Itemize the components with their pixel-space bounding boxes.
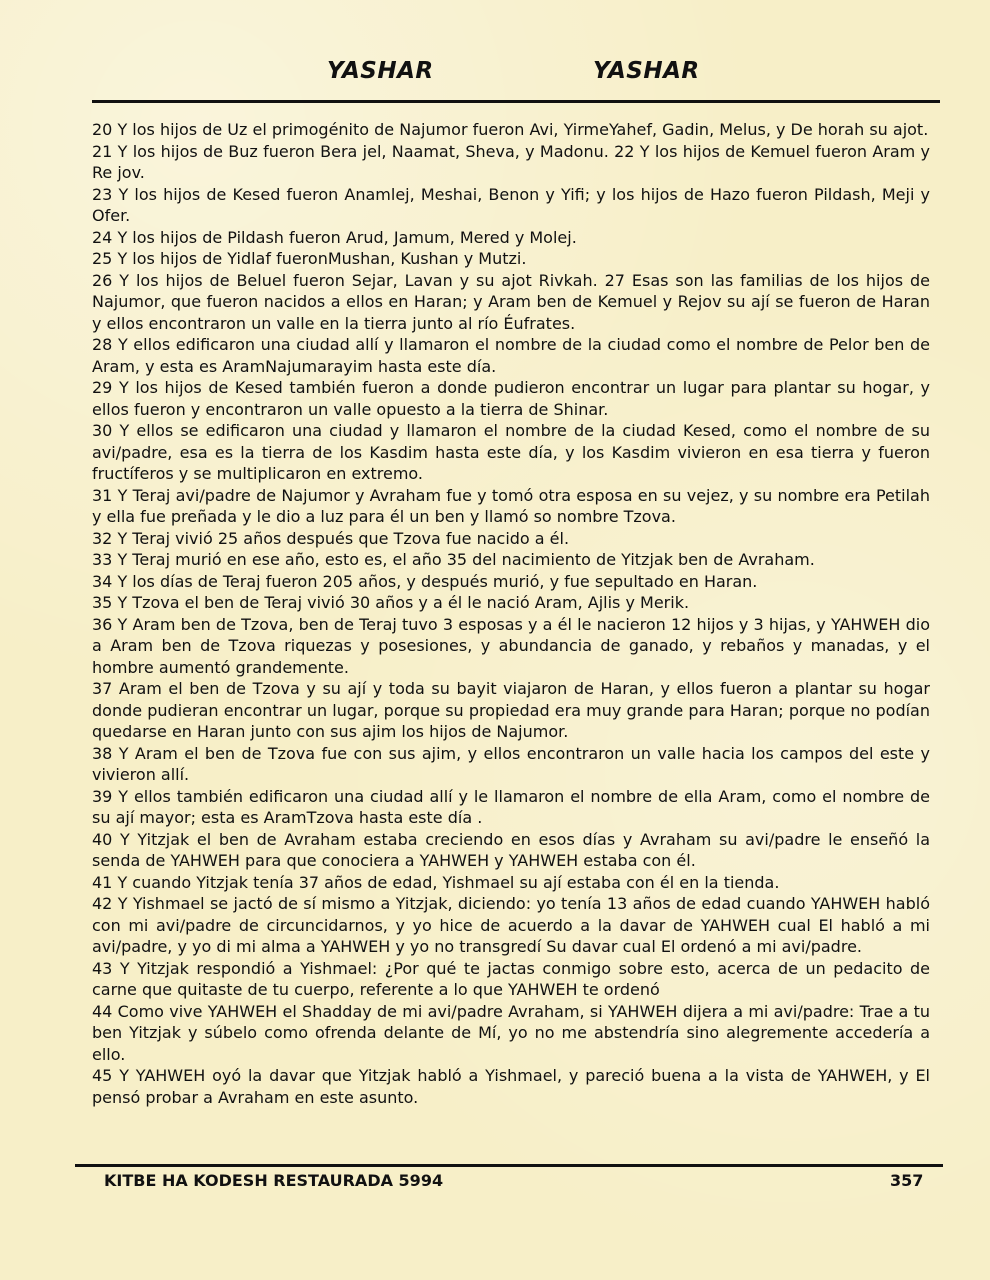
verse-paragraph: 42 Y Yishmael se jactó de sí mismo a Yitzjak, diciendo: yo tenía 13 años de edad cuando YAHWEH habló con mi avi/padre de circuncidarnos, y yo hice de acuerdo a la davar de YAHWEH cual El habló a mi avi/padre, y yo di mi alma a YAHWEH y yo no transgredí Su davar cual El ordenó a mi avi/padre. <box>92 894 930 956</box>
verse-paragraph: 24 Y los hijos de Pildash fueron Arud, Jamum, Mered y Molej. <box>92 227 577 247</box>
verse-paragraph: 28 Y ellos edificaron una ciudad allí y llamaron el nombre de la ciudad como el nombre de Pelor ben de Aram, y esta es AramNajumarayim hasta este día. <box>92 335 930 376</box>
header-rule <box>92 100 940 103</box>
header-title-right: YASHAR <box>593 58 700 84</box>
verse-paragraph: 45 Y YAHWEH oyó la davar que Yitzjak habló a Yishmael, y pareció buena a la vista de YAHWEH, y El pensó probar a Avraham en este asunto. <box>92 1066 930 1107</box>
verse-paragraph: 44 Como vive YAHWEH el Shadday de mi avi/padre Avraham, si YAHWEH dijera a mi avi/padre: Trae a tu ben Yitzjak y súbelo como ofrenda delante de Mí, yo no me abstendría sino alegremente accedería a ello. <box>92 1001 930 1064</box>
verse-paragraph: 30 Y ellos se edificaron una ciudad y llamaron el nombre de la ciudad Kesed, como el nombre de su avi/padre, esa es la tierra de los Kasdim hasta este día, y los Kasdim vivieron en esa tierra y fueron fructíferos y se multiplicaron en extremo. <box>92 421 930 483</box>
verse-paragraph: 20 Y los hijos de Uz el primogénito de Najumor fueron Avi, YirmeYahef, Gadin, Melus, y De horah su ajot. <box>92 120 929 139</box>
running-footer <box>0 1171 990 1195</box>
verse-paragraph: 40 Y Yitzjak el ben de Avraham estaba creciendo en esos días y Avraham su avi/padre le enseñó la senda de YAHWEH para que conociera a YAHWEH y YAHWEH estaba con él. <box>92 829 930 870</box>
verse-paragraph: 26 Y los hijos de Beluel fueron Sejar, Lavan y su ajot Rivkah. 27 Esas son las familias de los hijos de Najumor, que fueron nacidos a ellos en Haran; y Aram ben de Kemuel y Rejov su ají se fueron de Haran y ellos encontraron un valle en la tierra junto al río Éufrates. <box>92 270 930 333</box>
verse-paragraph: 37 Aram el ben de Tzova y su ají y toda su bayit viajaron de Haran, y ellos fueron a plantar su hogar donde pudieran encontrar un lugar, porque su propiedad era muy grande para Haran; porque no podían quedarse en Haran junto con sus ajim los hijos de Najumor. <box>92 679 930 741</box>
verse-paragraph: 29 Y los hijos de Kesed también fueron a donde pudieron encontrar un lugar para plantar su hogar, y ellos fueron y encontraron un valle opuesto a la tierra de Shinar. <box>92 378 930 419</box>
verse-paragraph: 36 Y Aram ben de Tzova, ben de Teraj tuvo 3 esposas y a él le nacieron 12 hijos y 3 hijas, y YAHWEH dio a Aram ben de Tzova riquezas y posesiones, y abundancia de ganado, y rebaños y manadas, y el hombre aumentó grandemente. <box>92 614 930 677</box>
verse-paragraph: 25 Y los hijos de Yidlaf fueronMushan, Kushan y Mutzi. <box>92 249 527 268</box>
running-header <box>0 58 990 92</box>
verse-paragraph: 38 Y Aram el ben de Tzova fue con sus ajim, y ellos encontraron un valle hacia los campos del este y vivieron allí. <box>92 743 930 784</box>
verse-paragraph: 21 Y los hijos de Buz fueron Bera jel, Naamat, Sheva, y Madonu. 22 Y los hijos de Kemuel fueron Aram y Re jov. <box>92 141 930 182</box>
verse-paragraph: 34 Y los días de Teraj fueron 205 años, y después murió, y fue sepultado en Haran. <box>92 571 758 591</box>
footer-book-title: KITBE HA KODESH RESTAURADA 5994 <box>104 1171 444 1190</box>
page-body <box>92 119 930 1108</box>
verse-paragraph: 43 Y Yitzjak respondió a Yishmael: ¿Por qué te jactas conmigo sobre esto, acerca de un pedacito de carne que quitaste de tu cuerpo, referente a lo que YAHWEH te ordenó <box>92 958 930 999</box>
verse-paragraph: 33 Y Teraj murió en ese año, esto es, el año 35 del nacimiento de Yitzjak ben de Avraham. <box>92 550 815 569</box>
verse-paragraph: 32 Y Teraj vivió 25 años después que Tzova fue nacido a él. <box>92 528 570 548</box>
page-number: 357 <box>890 1171 924 1190</box>
verse-paragraph: 41 Y cuando Yitzjak tenía 37 años de edad, Yishmael su ají estaba con él en la tienda. <box>92 872 780 892</box>
verse-paragraph: 31 Y Teraj avi/padre de Najumor y Avraham fue y tomó otra esposa en su vejez, y su nombre era Petilah y ella fue preñada y le dio a luz para él un ben y llamó so nombre Tzova. <box>92 485 930 526</box>
verse-paragraph: 39 Y ellos también edificaron una ciudad allí y le llamaron el nombre de ella Aram, como el nombre de su ají mayor; esta es AramTzova hasta este día . <box>92 786 930 827</box>
verse-paragraph: 35 Y Tzova el ben de Teraj vivió 30 años y a él le nació Aram, Ajlis y Merik. <box>92 593 690 612</box>
header-title-left: YASHAR <box>327 58 434 84</box>
verse-paragraph: 23 Y los hijos de Kesed fueron Anamlej, Meshai, Benon y Yifi; y los hijos de Hazo fueron Pildash, Meji y Ofer. <box>92 184 930 225</box>
footer-rule <box>75 1164 943 1167</box>
